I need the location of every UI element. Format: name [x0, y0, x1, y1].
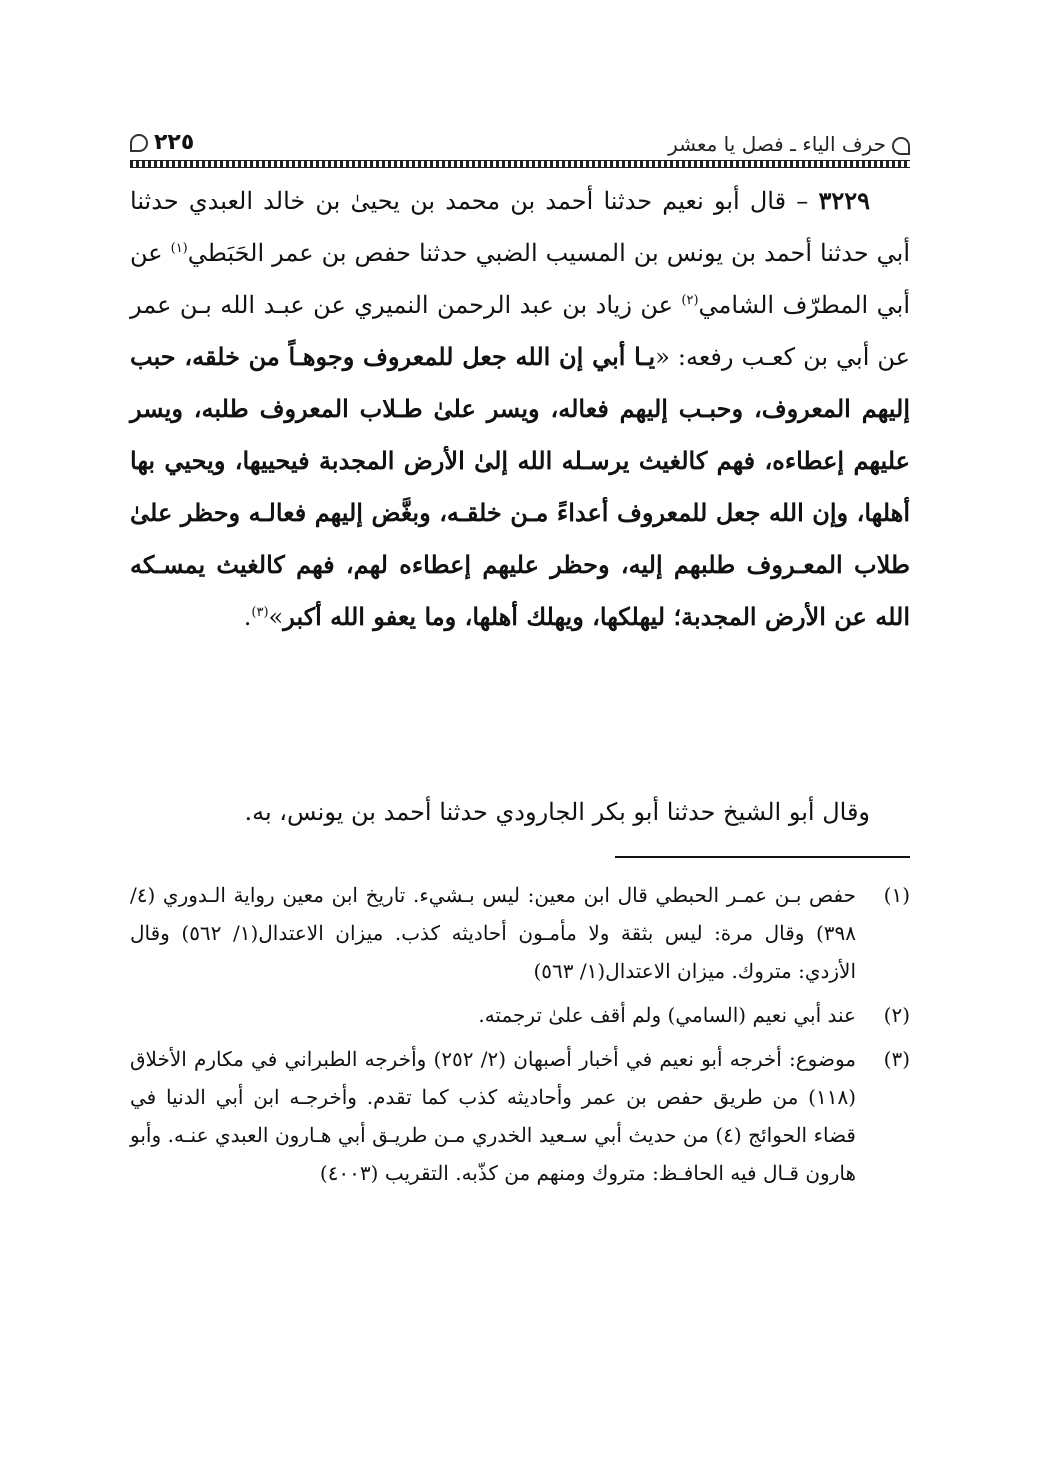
- quote-close: »: [268, 603, 284, 631]
- footnote-ref-1: (١): [170, 241, 188, 256]
- ornament-icon: [130, 134, 148, 152]
- footnote-divider: [615, 856, 910, 858]
- page-number: [130, 130, 194, 155]
- ornament-icon: [892, 137, 910, 155]
- hadith-number: ٣٢٢٩: [818, 186, 870, 215]
- isnad-part-3: عن زياد بن عبد الرحمن النميري عن عبـد الله بـن عمر عن أبي بن كعـب رفعه: «: [130, 291, 910, 371]
- page-header: [130, 128, 910, 164]
- page-number-text: ٢٢٥: [154, 130, 195, 155]
- isnad-part-2: عن أبي المطرّف الشامي: [130, 239, 910, 319]
- header-rule: [130, 160, 910, 168]
- footnote-number: (٣): [883, 1047, 910, 1071]
- footnote-text: عند أبي نعيم (السامي) ولم أقف علىٰ ترجمته.: [478, 1003, 856, 1027]
- footnote-text: موضوع: أخرجه أبو نعيم في أخبار أصبهان (٢/ ٢٥٢) وأخرجه الطبراني في مكارم الأخلاق (١١٨) من طريق حفص بن عمر وأحاديثه كذب كما تقدم. وأخرجـه ابن أبي الدنيا في قضاء الحوائج (٤) من حديث أبي سـعيد الخدري مـن طريـق أبي هـارون العبدي عنـه. وأبو هارون قـال فيه الحافـظ: متروك ومنهم من كذّبه. التقريب (٤٠٠٣): [130, 1047, 857, 1185]
- footnote-text: حفص بـن عمـر الحبطي قال ابن معين: ليس بـشيء. تاريخ ابن معين رواية الـدوري (٤/ ٣٩٨) وقال مرة: ليس بثقة ولا مأمـون أحاديثه كذب. ميزان الاعتدال(١/ ٥٦٢) وقال الأزدي: متروك. ميزان الاعتدال(١/ ٥٦٣): [130, 883, 857, 983]
- footnote-2: [130, 996, 910, 1034]
- footnote-ref-3: (٣): [251, 605, 269, 620]
- hadith-end: .: [243, 603, 252, 631]
- hadith-block: [130, 175, 910, 643]
- hadith-matn: يـا أبي إن الله جعل للمعروف وجوهـاً من خلقه، حبب إليهم المعروف، وحبـب إليهم فعاله، ويسر علىٰ طـلاب المعروف طلبه، ويسر عليهم إعطاءه، فهم كالغيث يرسـله الله إلىٰ الأرض المجدبة فيحييها، ويحيي بها أهلها، وإن الله جعل للمعروف أعداءً مـن خلقـه، وبغَّض إليهم فعالـه وحظر علىٰ طلاب المعـروف طلبهم إليه، وحظر عليهم إعطاءه لهم، فهم كالغيث يمسـكه الله عن الأرض المجدبة؛ ليهلكها، ويهلك أهلها، وما يعفو الله أكبر: [130, 342, 910, 631]
- footnote-number: (٢): [883, 1003, 910, 1027]
- footnote-1: [130, 876, 910, 990]
- second-chain: وقال أبو الشيخ حدثنا أبو بكر الجارودي حدثنا أحمد بن يونس، به.: [244, 798, 870, 826]
- footnote-number: (١): [883, 883, 910, 907]
- footnote-ref-2: (٢): [681, 293, 699, 308]
- footnote-3: [130, 1040, 910, 1192]
- running-title-text: حرف الياء ـ فصل يا معشر: [668, 132, 886, 156]
- footnotes: [130, 876, 910, 1198]
- isnad-part-1: – قال أبو نعيم حدثنا أحمد بن محمد بن يحيىٰ بن خالد العبدي حدثنا أبي حدثنا أحمد بن يونس بن المسيب الضبي حدثنا حفص بن عمر الحَبَطي: [130, 187, 911, 267]
- running-title: [668, 132, 910, 156]
- hadith-paragraph: [130, 175, 910, 643]
